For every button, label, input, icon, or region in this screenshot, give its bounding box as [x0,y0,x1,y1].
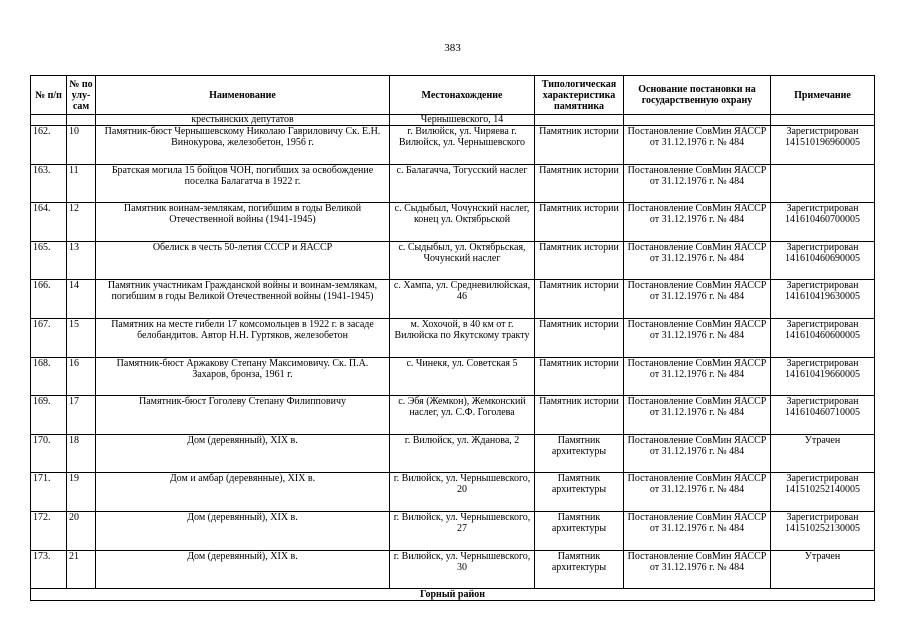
cell-ulus-num: 14 [67,280,96,319]
cell-typology: Памятник архитектуры [535,434,624,473]
table-row [31,396,875,435]
cell-location: с. Чинекя, ул. Советская 5 [390,357,535,396]
header-ulus-num: № по улу-сам [67,76,96,115]
table-row [31,241,875,280]
cell-num: 167. [31,318,67,357]
continuation-name: крестьянских депутатов [96,115,390,126]
cell-basis: Постановление СовМин ЯАССР от 31.12.1976 г. № 484 [624,241,771,280]
cell-num: 170. [31,434,67,473]
cell-location: с. Сыдыбыл, ул. Октябрьская, Чочунский наслег [390,241,535,280]
table-row [31,164,875,203]
cell-name: Дом и амбар (деревянные), XIX в. [96,473,390,512]
cell-name: Памятник участникам Гражданской войны и воинам-землякам, погибшим в годы Великой Отечественной войны (1941-1945) [96,280,390,319]
table-row [31,434,875,473]
cell-location: с. Сыдыбыл, Чочунский наслег, конец ул. Октябрьской [390,203,535,242]
cell-typology: Памятник истории [535,164,624,203]
cell-ulus-num: 15 [67,318,96,357]
cell-basis: Постановление СовМин ЯАССР от 31.12.1976 г. № 484 [624,396,771,435]
cell-name: Дом (деревянный), XIX в. [96,434,390,473]
cell-location: г. Вилюйск, ул. Чернышевского, 30 [390,550,535,589]
cell-name: Памятник на месте гибели 17 комсомольцев в 1922 г. в засаде белобандитов. Автор Н.Н. Гуртяков, железобетон [96,318,390,357]
cell-basis: Постановление СовМин ЯАССР от 31.12.1976 г. № 484 [624,126,771,165]
cell-note: Зарегистрирован 141510196960005 [771,126,875,165]
cell-typology: Памятник истории [535,318,624,357]
cell-location: г. Вилюйск, ул. Чернышевского, 20 [390,473,535,512]
cell-typology: Памятник истории [535,241,624,280]
cell-note: Зарегистрирован 141610419660005 [771,357,875,396]
cell-num: 173. [31,550,67,589]
cell-note [771,164,875,203]
cell-location: г. Вилюйск, ул. Жданова, 2 [390,434,535,473]
table-row [31,318,875,357]
cell-ulus-num: 13 [67,241,96,280]
header-typology: Типологическая характеристика памятника [535,76,624,115]
cell-ulus-num: 11 [67,164,96,203]
table-row [31,203,875,242]
cell-typology: Памятник истории [535,357,624,396]
cell-typology: Памятник истории [535,203,624,242]
cell-basis: Постановление СовМин ЯАССР от 31.12.1976 г. № 484 [624,164,771,203]
page-number: 383 [444,42,461,54]
cell-num: 162. [31,126,67,165]
cell-basis: Постановление СовМин ЯАССР от 31.12.1976 г. № 484 [624,280,771,319]
header-location: Местонахождение [390,76,535,115]
cell-ulus-num: 20 [67,511,96,550]
district-heading-row [31,589,875,601]
cell-num: 169. [31,396,67,435]
cell-name: Дом (деревянный), XIX в. [96,511,390,550]
cell-typology: Памятник архитектуры [535,511,624,550]
cell-num: 172. [31,511,67,550]
monuments-table [30,75,875,601]
cell-num: 166. [31,280,67,319]
cell-note: Зарегистрирован 141610460600005 [771,318,875,357]
table-row [31,511,875,550]
cell-basis: Постановление СовМин ЯАССР от 31.12.1976 г. № 484 [624,357,771,396]
cell-num: 168. [31,357,67,396]
cell-name: Памятник воинам-землякам, погибшим в годы Великой Отечественной войны (1941-1945) [96,203,390,242]
cell-ulus-num: 10 [67,126,96,165]
cell-note: Зарегистрирован 141610460690005 [771,241,875,280]
cell-name: Дом (деревянный), XIX в. [96,550,390,589]
cell-num: 163. [31,164,67,203]
table-row [31,126,875,165]
cell-location: м. Хохочой, в 40 км от г. Вилюйска по Якутскому тракту [390,318,535,357]
cell-ulus-num: 18 [67,434,96,473]
header-num: № п/п [31,76,67,115]
cell-name: Памятник-бюст Аржакову Степану Максимовичу. Ск. П.А. Захаров, бронза, 1961 г. [96,357,390,396]
cell-ulus-num: 16 [67,357,96,396]
continuation-row [31,115,875,126]
cell-basis: Постановление СовМин ЯАССР от 31.12.1976 г. № 484 [624,318,771,357]
table-header-row [31,76,875,115]
table-row [31,357,875,396]
header-basis: Основание постановки на государственную охрану [624,76,771,115]
cell-ulus-num: 17 [67,396,96,435]
cell-note: Зарегистрирован 141610460700005 [771,203,875,242]
cell-basis: Постановление СовМин ЯАССР от 31.12.1976 г. № 484 [624,473,771,512]
cell-note: Зарегистрирован 141510252140005 [771,473,875,512]
cell-basis: Постановление СовМин ЯАССР от 31.12.1976 г. № 484 [624,434,771,473]
cell-num: 165. [31,241,67,280]
cell-ulus-num: 19 [67,473,96,512]
cell-num: 171. [31,473,67,512]
cell-location: г. Вилюйск, ул. Чернышевского, 27 [390,511,535,550]
cell-name: Братская могила 15 бойцов ЧОН, погибших за освобождение поселка Балагатча в 1922 г. [96,164,390,203]
cell-name: Обелиск в честь 50-летия СССР и ЯАССР [96,241,390,280]
cell-note: Зарегистрирован 141610460710005 [771,396,875,435]
cell-num: 164. [31,203,67,242]
cell-typology: Памятник истории [535,126,624,165]
cell-typology: Памятник архитектуры [535,550,624,589]
cell-note: Утрачен [771,550,875,589]
header-name: Наименование [96,76,390,115]
cell-name: Памятник-бюст Гоголеву Степану Филипповичу [96,396,390,435]
cell-note: Зарегистрирован 141610419630005 [771,280,875,319]
cell-location: г. Вилюйск, ул. Чиряева г. Вилюйск, ул. Чернышевского [390,126,535,165]
table-row [31,280,875,319]
cell-name: Памятник-бюст Чернышевскому Николаю Гавриловичу Ск. Е.Н. Винокурова, железобетон, 1956 г. [96,126,390,165]
cell-location: с. Балагачча, Тогусский наслег [390,164,535,203]
cell-typology: Памятник истории [535,396,624,435]
cell-note: Утрачен [771,434,875,473]
table-row [31,473,875,512]
cell-basis: Постановление СовМин ЯАССР от 31.12.1976 г. № 484 [624,203,771,242]
cell-typology: Памятник архитектуры [535,473,624,512]
table-row [31,550,875,589]
cell-typology: Памятник истории [535,280,624,319]
district-heading: Горный район [31,589,875,601]
header-note: Примечание [771,76,875,115]
cell-basis: Постановление СовМин ЯАССР от 31.12.1976 г. № 484 [624,550,771,589]
cell-ulus-num: 12 [67,203,96,242]
cell-location: с. Эбя (Жемкон), Жемконский наслег, ул. С.Ф. Гоголева [390,396,535,435]
cell-ulus-num: 21 [67,550,96,589]
cell-basis: Постановление СовМин ЯАССР от 31.12.1976 г. № 484 [624,511,771,550]
cell-location: с. Хампа, ул. Средневилюйская, 46 [390,280,535,319]
continuation-location: Чернышевского, 14 [390,115,535,126]
cell-note: Зарегистрирован 141510252130005 [771,511,875,550]
